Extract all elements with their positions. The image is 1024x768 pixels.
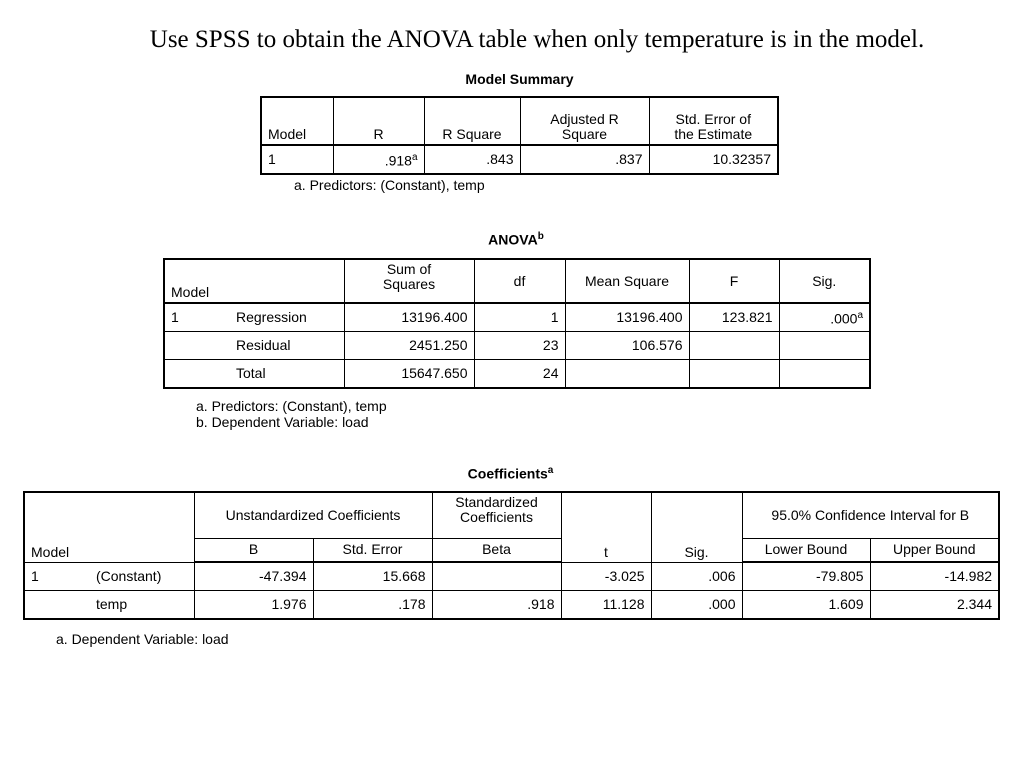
cell-std-error: 10.32357 [649, 145, 778, 174]
col-adjusted-r-square [520, 97, 649, 145]
cell-beta [432, 562, 561, 591]
ss-line2: Squares [382, 276, 436, 292]
cell-ms: 106.576 [565, 332, 689, 360]
cell-ss: 13196.400 [344, 303, 474, 332]
cell-b: -47.394 [194, 562, 313, 591]
cell-model [24, 591, 90, 620]
coefficients-footnote: a. Dependent Variable: load [56, 631, 229, 647]
col-r: R [333, 97, 424, 145]
col-confidence-interval: 95.0% Confidence Interval for B [742, 492, 999, 538]
table-row [24, 591, 999, 620]
cell-source: Regression [230, 303, 344, 332]
sig-footnote-mark: a [857, 310, 863, 322]
col-unstandardized: Unstandardized Coefficients [194, 492, 432, 538]
table-row [164, 303, 870, 332]
col-standardized [432, 492, 561, 538]
cell-df: 23 [474, 332, 565, 360]
cell-model [164, 360, 230, 389]
cell-f [689, 332, 779, 360]
cell-upper-bound: 2.344 [870, 591, 999, 620]
coefficients-title-sup: a [547, 465, 554, 476]
model-summary-footnote: a. Predictors: (Constant), temp [294, 177, 485, 193]
cell-source: Residual [230, 332, 344, 360]
se-line1: Std. Error of [675, 111, 751, 127]
r-value: .918 [384, 152, 412, 169]
col-model: Model [261, 97, 333, 145]
cell-adjusted-r-square: .837 [520, 145, 649, 174]
cell-term: (Constant) [90, 562, 194, 591]
col-f: F [689, 259, 779, 303]
model-summary-table [260, 96, 779, 175]
col-mean-square: Mean Square [565, 259, 689, 303]
sig-value: .000 [830, 310, 858, 327]
cell-ss: 2451.250 [344, 332, 474, 360]
cell-model: 1 [24, 562, 90, 591]
cell-upper-bound: -14.982 [870, 562, 999, 591]
cell-b: 1.976 [194, 591, 313, 620]
cell-model [164, 332, 230, 360]
cell-t: 11.128 [561, 591, 651, 620]
table-row [164, 332, 870, 360]
col-beta: Beta [432, 538, 561, 562]
cell-sig: .006 [651, 562, 742, 591]
coefficients-title-text: Coefficients [467, 465, 548, 482]
cell-beta: .918 [432, 591, 561, 620]
col-t: t [561, 492, 651, 562]
cell-sig [779, 360, 870, 389]
col-model: Model [24, 492, 90, 562]
cell-std-error: .178 [313, 591, 432, 620]
std-line1: Standardized [455, 494, 538, 510]
cell-f [689, 360, 779, 389]
cell-lower-bound: -79.805 [742, 562, 870, 591]
col-b: B [194, 538, 313, 562]
cell-model: 1 [261, 145, 333, 174]
cell-term: temp [90, 591, 194, 620]
col-source [230, 259, 344, 303]
cell-lower-bound: 1.609 [742, 591, 870, 620]
r-footnote-mark: a [411, 152, 418, 164]
table-row [164, 360, 870, 389]
slide-heading: Use SPSS to obtain the ANOVA table when only temperature is in the model. [149, 26, 925, 53]
cell-sig [779, 332, 870, 360]
col-sig: Sig. [651, 492, 742, 562]
cell-std-error: 15.668 [313, 562, 432, 591]
adj-r-line2: Square [561, 126, 608, 142]
coefficients-table [23, 491, 1000, 620]
col-std-error: Std. Error [313, 538, 432, 562]
cell-model: 1 [164, 303, 230, 332]
col-r-square: R Square [424, 97, 520, 145]
col-sum-of-squares [344, 259, 474, 303]
col-model: Model [164, 259, 230, 303]
se-line2: the Estimate [674, 126, 753, 142]
anova-table [163, 258, 871, 389]
table-row [24, 562, 999, 591]
anova-title-text: ANOVA [488, 231, 538, 248]
model-summary-title-text: Model Summary [465, 71, 574, 87]
cell-t: -3.025 [561, 562, 651, 591]
cell-f: 123.821 [689, 303, 779, 332]
cell-sig: .000 [651, 591, 742, 620]
anova-footnotes [196, 398, 387, 430]
cell-r [333, 145, 424, 174]
anova-footnote-b: b. Dependent Variable: load [196, 414, 369, 430]
cell-ss: 15647.650 [344, 360, 474, 389]
col-sig: Sig. [779, 259, 870, 303]
model-summary-title [260, 71, 779, 87]
anova-title [163, 231, 869, 248]
adj-r-line1: Adjusted R [550, 111, 619, 127]
cell-r-square: .843 [424, 145, 520, 174]
col-upper-bound: Upper Bound [870, 538, 999, 562]
col-std-error-estimate [649, 97, 778, 145]
col-lower-bound: Lower Bound [742, 538, 870, 562]
col-term [90, 492, 194, 562]
cell-df: 1 [474, 303, 565, 332]
anova-title-sup: b [537, 231, 544, 242]
cell-ms: 13196.400 [565, 303, 689, 332]
std-line2: Coefficients [460, 509, 533, 525]
ss-line1: Sum of [386, 261, 432, 277]
table-row [261, 145, 778, 174]
cell-source: Total [230, 360, 344, 389]
coefficients-title [23, 465, 998, 482]
cell-ms [565, 360, 689, 389]
anova-footnote-a: a. Predictors: (Constant), temp [196, 398, 387, 414]
cell-df: 24 [474, 360, 565, 389]
cell-sig [779, 303, 870, 332]
col-df: df [474, 259, 565, 303]
